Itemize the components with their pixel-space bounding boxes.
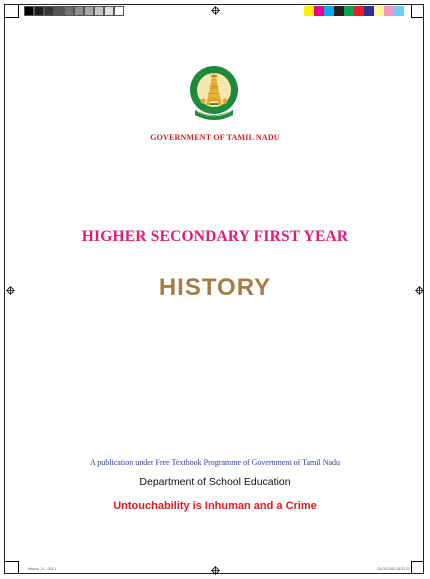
class-level-title: HIGHER SECONDARY FIRST YEAR <box>81 228 349 245</box>
crop-mark <box>412 17 424 18</box>
crop-mark <box>4 561 18 562</box>
subject-title: HISTORY <box>158 274 272 301</box>
grayscale-strip <box>24 6 124 16</box>
tamil-nadu-emblem-icon <box>189 63 239 121</box>
crop-mark <box>18 4 19 18</box>
crop-mark <box>411 4 412 18</box>
government-heading: GOVERNMENT OF TAMIL NADU <box>150 133 280 142</box>
department-name: Department of School Education <box>139 476 291 488</box>
crop-mark <box>18 561 19 574</box>
crop-mark <box>412 561 424 562</box>
registration-mark-icon <box>211 6 220 15</box>
print-slug-left: History_11 - 001 1 <box>28 567 57 571</box>
untouchability-slogan: Untouchability is Inhuman and a Crime <box>113 500 317 512</box>
crop-mark <box>411 561 412 574</box>
color-strip <box>304 6 404 16</box>
publication-note: A publication under Free Textbook Programme of Government of Tamil Nadu <box>89 458 341 467</box>
registration-mark-icon <box>211 566 220 575</box>
print-slug-right: 03-03-2020 16:37:21 <box>377 567 410 571</box>
crop-mark <box>4 17 18 18</box>
